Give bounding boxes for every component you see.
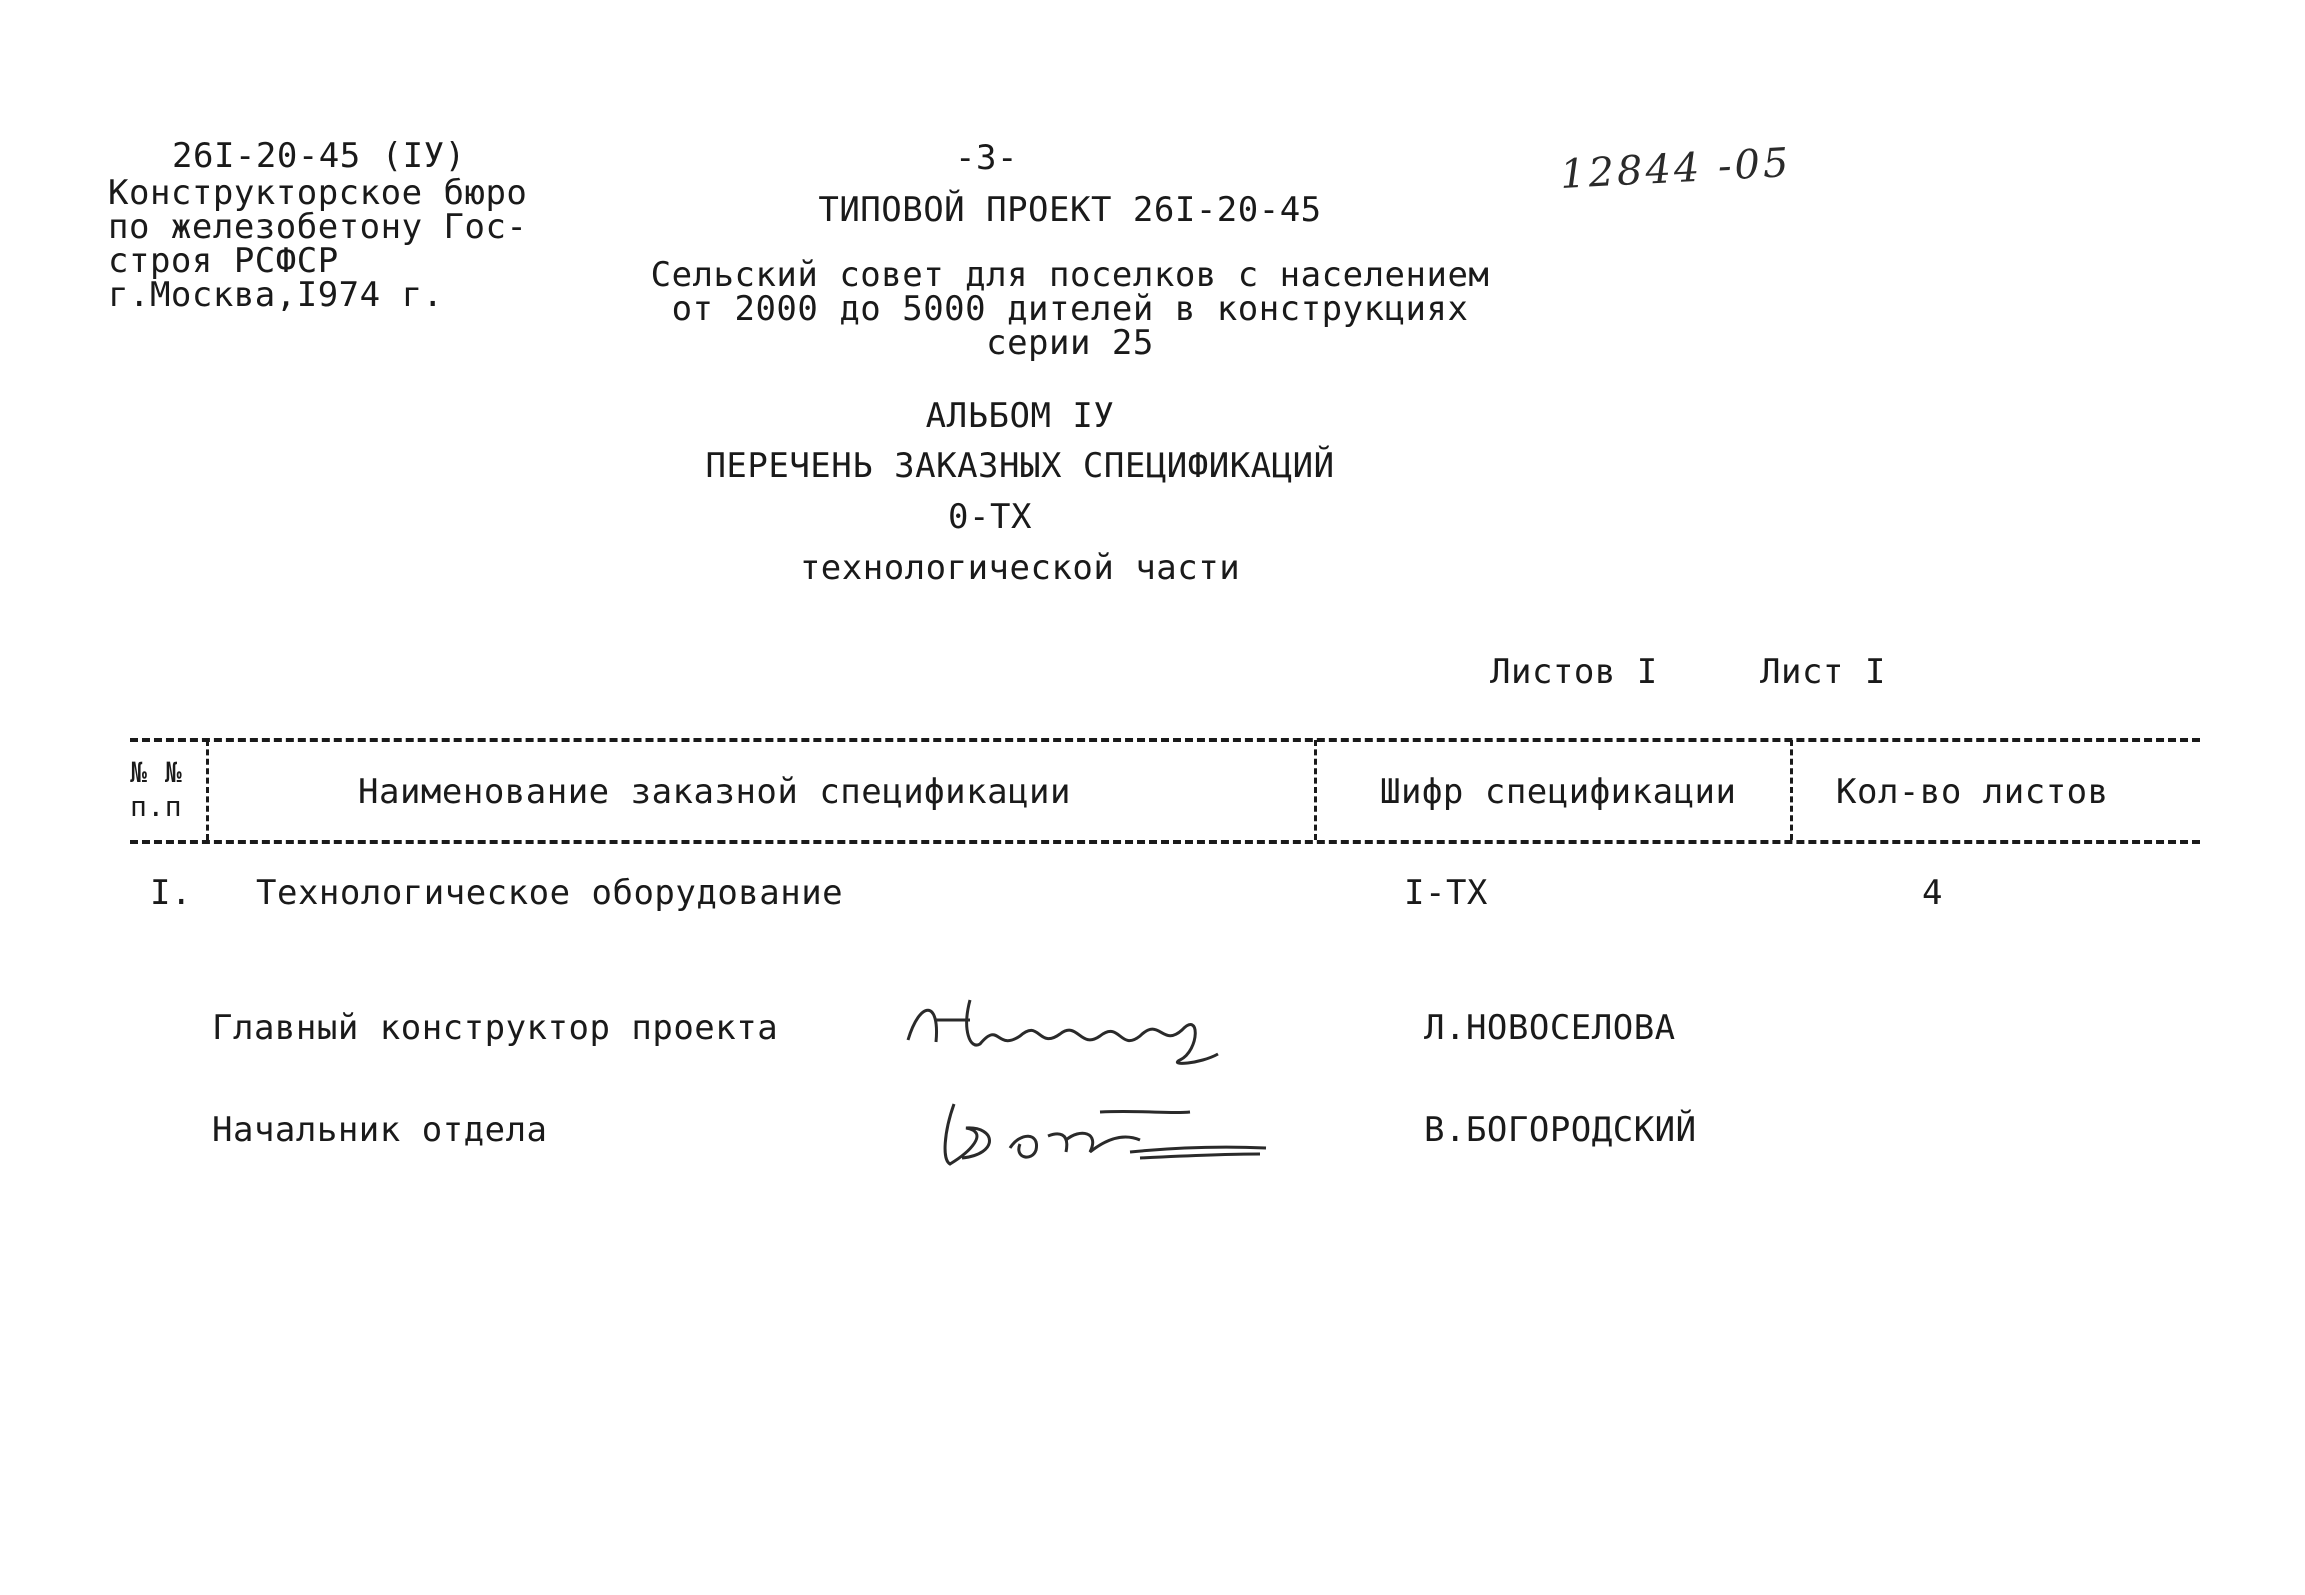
signature-image [940, 1092, 1270, 1172]
org-line: по железобетону Гос- [108, 207, 528, 247]
specification-code: 0-ТХ [948, 497, 1032, 537]
project-description [560, 255, 1580, 363]
organization-block [108, 173, 528, 315]
document-code: 26I-20-45 (IУ) [172, 136, 466, 176]
handwritten-inventory-number: 12844 -05 [1558, 139, 1793, 199]
row-num: I. [150, 873, 192, 913]
description-line: серии 25 [986, 323, 1154, 363]
part-title: технологической части [799, 548, 1241, 588]
sheet-current: Лист I [1760, 652, 1886, 692]
signature-image [900, 990, 1220, 1070]
sheets-total: Листов I [1490, 652, 1658, 692]
header-num-line: № № [130, 756, 183, 789]
project-title: ТИПОВОЙ ПРОЕКТ 26I-20-45 [818, 190, 1322, 230]
org-line: строя РСФСР [108, 241, 339, 281]
description-line: Сельский совет для поселков с населением [650, 255, 1490, 295]
org-line: Конструкторское бюро [108, 173, 528, 213]
album-title: АЛЬБОМ IУ [925, 396, 1115, 436]
header-name: Наименование заказной спецификации [358, 772, 1071, 812]
description-line: от 2000 до 5000 дителей в конструкциях [671, 289, 1469, 329]
list-title: ПЕРЕЧЕНЬ ЗАКАЗНЫХ СПЕЦИФИКАЦИЙ [705, 446, 1335, 486]
page-number: -3- [955, 138, 1018, 178]
header-count: Кол-во листов [1836, 772, 2109, 812]
column-divider [206, 740, 209, 840]
header-num-line: п.п [130, 790, 183, 823]
row-count: 4 [1922, 873, 1943, 913]
table-header-rule [130, 840, 2200, 844]
signature-role: Начальник отдела [212, 1110, 548, 1150]
signature-role: Главный конструктор проекта [212, 1008, 779, 1048]
table-top-rule [130, 738, 2200, 742]
header-num [130, 756, 182, 824]
row-cipher: I-ТХ [1404, 873, 1488, 913]
row-name: Технологическое оборудование [256, 873, 844, 913]
header-cipher: Шифр спецификации [1380, 772, 1737, 812]
column-divider [1314, 740, 1317, 840]
org-line: г.Москва,I974 г. [108, 275, 444, 315]
signatory-name: Л.НОВОСЕЛОВА [1424, 1008, 1676, 1048]
signatory-name: В.БОГОРОДСКИЙ [1424, 1110, 1697, 1150]
column-divider [1790, 740, 1793, 840]
